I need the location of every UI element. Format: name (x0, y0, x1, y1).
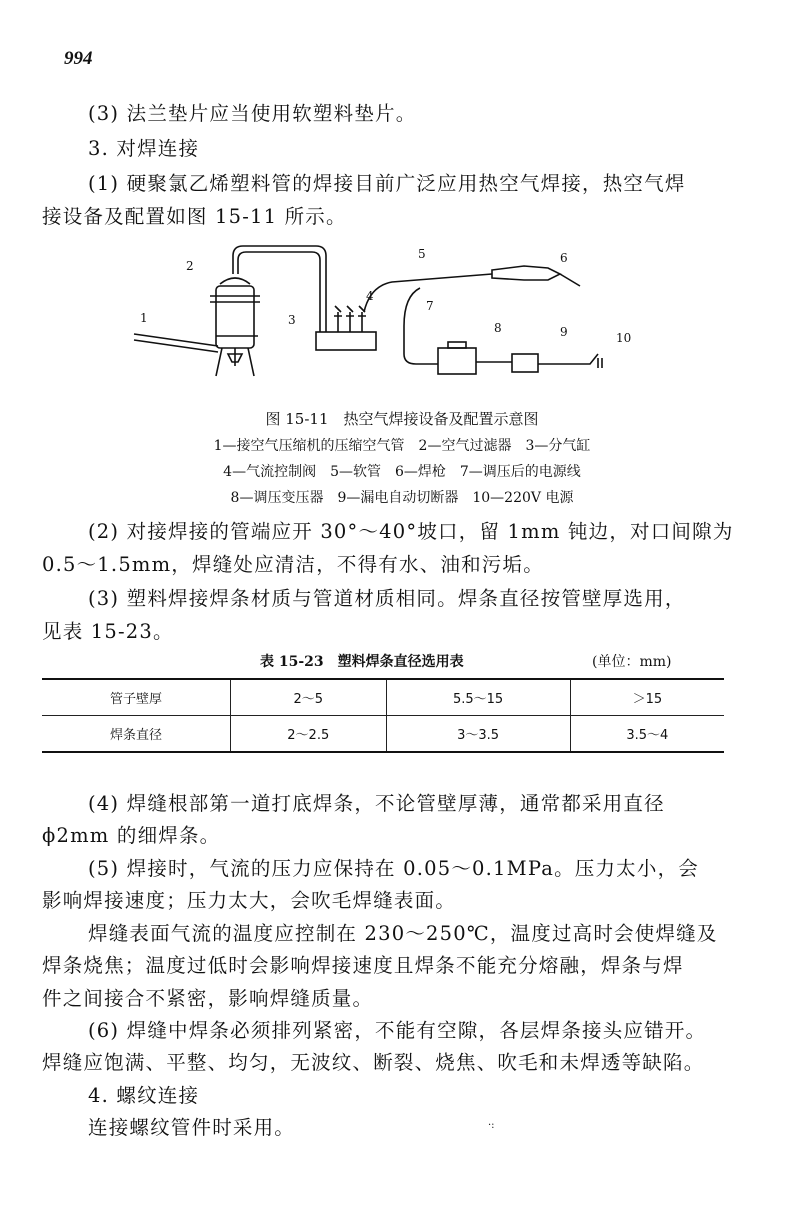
figure-caption: 图 15-11 热空气焊接设备及配置示意图 (265, 410, 539, 428)
paragraph-temperature-3: 件之间接合不紧密，影响焊缝质量。 (42, 987, 374, 1010)
diagram-label: 5 (418, 247, 426, 261)
diagram-label: 3 (288, 313, 296, 327)
table-cell: 3～3.5 (386, 716, 570, 753)
paragraph-bevel-1: (2) 对接焊接的管端应开 30°～40°坡口，留 1mm 钝边，对口间隙为 (88, 520, 734, 543)
table-cell: 3.5～4 (570, 716, 724, 753)
paragraph-temperature-2: 焊条烧焦；温度过低时会影响焊接速度且焊条不能充分熔融，焊条与焊 (42, 954, 684, 977)
table-row (42, 716, 724, 753)
table-title: 表 15-23 塑料焊条直径选用表 (260, 654, 464, 670)
section-heading-butt-weld: 3. 对焊连接 (88, 137, 200, 160)
section-heading-thread: 4. 螺纹连接 (88, 1084, 200, 1107)
table-cell: ＞15 (570, 679, 724, 716)
paragraph-seam-1: (6) 焊缝中焊条必须排列紧密，不能有空隙，各层焊条接头应错开。 (88, 1019, 707, 1042)
table-cell: 2～5 (231, 679, 387, 716)
table-row (42, 679, 724, 716)
paragraph-root-pass-1: (4) 焊缝根部第一道打底焊条，不论管壁厚薄，通常都采用直径 (88, 792, 665, 815)
paragraph-seam-2: 焊缝应饱满、平整、均匀，无波纹、断裂、烧焦、吹毛和未焊透等缺陷。 (42, 1051, 705, 1074)
diagram-label: 6 (560, 251, 568, 265)
paragraph-rod-2: 见表 15-23。 (42, 620, 174, 643)
air-pipe (134, 334, 218, 346)
diagram-label: 10 (616, 331, 632, 345)
welding-gun (492, 266, 560, 280)
manifold (316, 332, 376, 350)
diagram-label: 8 (494, 321, 502, 335)
welding-equipment-diagram (120, 236, 680, 406)
diagram-label: 7 (426, 299, 434, 313)
paragraph-pressure-1: (5) 焊接时，气流的压力应保持在 0.05～0.1MPa。压力太小，会 (88, 857, 699, 880)
table-cell: 焊条直径 (42, 716, 231, 753)
figure-legend-line-2: 4—气流控制阀 5—软管 6—焊枪 7—调压后的电源线 (223, 464, 581, 480)
diagram-label: 2 (186, 259, 194, 273)
table-cell: 2～2.5 (231, 716, 387, 753)
paragraph-hot-air-2: 接设备及配置如图 15-11 所示。 (42, 205, 347, 228)
figure-legend-line-3: 8—调压变压器 9—漏电自动切断器 10—220V 电源 (230, 490, 574, 506)
diagram-label: 9 (560, 325, 568, 339)
table-cell: 管子壁厚 (42, 679, 231, 716)
paragraph-hot-air-1: (1) 硬聚氯乙烯塑料管的焊接目前广泛应用热空气焊接，热空气焊 (88, 172, 686, 195)
paragraph-bevel-2: 0.5～1.5mm，焊缝处应清洁，不得有水、油和污垢。 (42, 553, 544, 576)
diagram-label: 1 (140, 311, 148, 325)
paragraph-flange-gasket: (3) 法兰垫片应当使用软塑料垫片。 (88, 102, 417, 125)
rod-diameter-table (42, 678, 724, 753)
paragraph-pressure-2: 影响焊接速度；压力太大，会吹毛焊缝表面。 (42, 889, 457, 912)
figure-legend-line-1: 1—接空气压缩机的压缩空气管 2—空气过滤器 3—分气缸 (213, 438, 591, 454)
leakage-breaker (512, 354, 538, 372)
paragraph-thread: 连接螺纹管件时采用。 (88, 1116, 296, 1139)
stray-mark: ·: (488, 1120, 495, 1131)
table-cell: 5.5～15 (386, 679, 570, 716)
paragraph-temperature-1: 焊缝表面气流的温度应控制在 230～250℃，温度过高时会使焊缝及 (88, 922, 718, 945)
transformer (438, 348, 476, 374)
paragraph-rod-1: (3) 塑料焊接焊条材质与管道材质相同。焊条直径按管壁厚选用， (88, 587, 686, 610)
paragraph-root-pass-2: ϕ2mm 的细焊条。 (42, 824, 221, 847)
diagram-label: 4 (366, 289, 374, 303)
table-unit: (单位：mm) (592, 654, 672, 670)
page-number: 994 (64, 48, 93, 69)
